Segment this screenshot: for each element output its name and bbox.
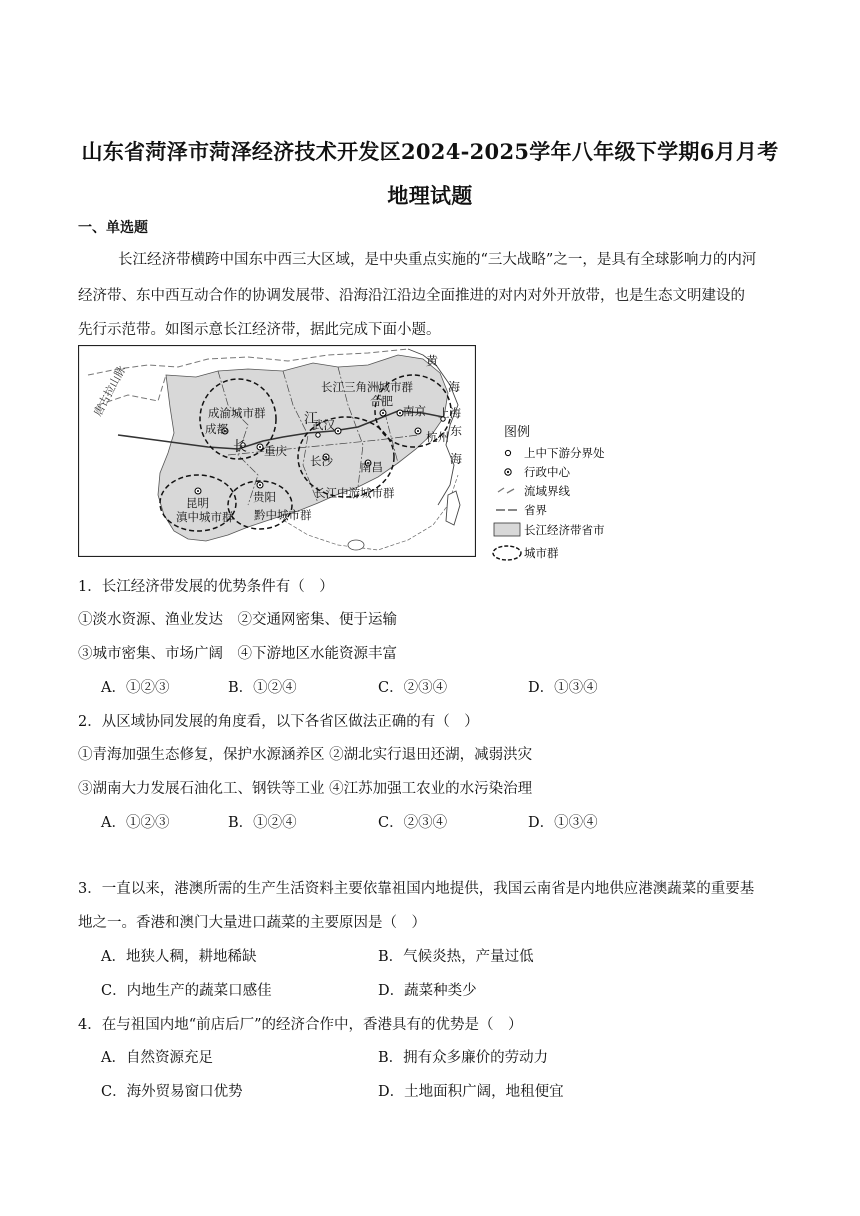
legend-item: 城市群	[524, 546, 559, 560]
map-label: 长沙	[310, 454, 333, 468]
map-label: 上海	[438, 406, 461, 420]
map-label: 成渝城市群	[208, 406, 266, 420]
question-line: ①青海加强生态修复，保护水源涵养区 ②湖北实行退田还湖，减弱洪灾	[78, 747, 533, 763]
question-stem-cont: 地之一。香港和澳门大量进口蔬菜的主要原因是（ ）	[78, 915, 426, 931]
map-label: 黔中城市群	[254, 508, 312, 522]
basin-line-icon	[498, 488, 514, 493]
option-a[interactable]: A．自然资源充足	[101, 1050, 213, 1066]
question-stem: 1．长江经济带发展的优势条件有（ ）	[78, 579, 334, 595]
question-stem: 4．在与祖国内地“前店后厂”的经济合作中，香港具有的优势是（ ）	[78, 1017, 523, 1033]
city-cluster-icon	[493, 546, 521, 560]
option-d[interactable]: D．①③④	[528, 680, 598, 696]
legend-title: 图例	[504, 425, 531, 440]
map-label: 滇中城市群	[176, 510, 234, 524]
question-stem: 2．从区域协同发展的角度看，以下各省区做法正确的有（ ）	[78, 714, 479, 730]
question-line: ③湖南大力发展石油化工、钢铁等工业 ④江苏加强工农业的水污染治理	[78, 781, 533, 797]
map-label: 黄	[426, 354, 439, 368]
option-a[interactable]: A．①②③	[101, 680, 170, 696]
option-d[interactable]: D．蔬菜种类少	[378, 983, 477, 999]
map-label: 武汉	[312, 418, 335, 432]
map-legend	[490, 420, 630, 565]
map-label: 东	[450, 424, 463, 438]
map-label: 杭州	[426, 430, 449, 444]
map-label: 江	[304, 411, 318, 427]
passage-line: 经济带、东中西互动合作的协调发展带、沿海沿江沿边全面推进的对内对外开放带，也是生态文明建设的	[78, 288, 745, 304]
yangtze-economic-belt-map	[78, 345, 476, 557]
question-line: ③城市密集、市场广阔 ④下游地区水能资源丰富	[78, 646, 397, 662]
option-b[interactable]: B．气候炎热，产量过低	[378, 949, 534, 965]
page-title: 山东省菏泽市菏泽经济技术开发区2024-2025学年八年级下学期6月月考	[81, 139, 779, 164]
map-label: 昆明	[186, 496, 209, 510]
map-label: 长	[233, 439, 247, 455]
passage-line: 长江经济带横跨中国东中西三大区域，是中央重点实施的“三大战略”之一，是具有全球影响力的内河	[118, 252, 757, 268]
map-label: 南昌	[360, 460, 383, 474]
belt-region-icon	[494, 523, 520, 536]
legend-item: 长江经济带省市	[524, 523, 605, 537]
option-a[interactable]: A．地狭人稠，耕地稀缺	[101, 949, 257, 965]
map-label: 唐古拉山脉	[91, 363, 129, 419]
option-d[interactable]: D．土地面积广阔，地租便宜	[378, 1084, 564, 1100]
admin-center-icon	[505, 469, 511, 475]
legend-item: 上中下游分界处	[524, 446, 605, 460]
option-c[interactable]: C．海外贸易窗口优势	[101, 1084, 243, 1100]
map-label: 贵阳	[253, 490, 276, 504]
map-label: 海	[448, 380, 461, 394]
option-b[interactable]: B．①②④	[228, 680, 297, 696]
passage-line: 先行示范带。如图示意长江经济带，据此完成下面小题。	[78, 322, 441, 338]
option-c[interactable]: C．②③④	[378, 815, 448, 831]
question-stem: 3．一直以来，港澳所需的生产生活资料主要依靠祖国内地提供，我国云南省是内地供应港澳蔬菜的重要基	[78, 881, 755, 897]
map-label: 海	[450, 452, 463, 466]
map-label: 重庆	[264, 444, 287, 458]
map-label: 成都	[205, 422, 228, 436]
option-c[interactable]: C．内地生产的蔬菜口感佳	[101, 983, 272, 999]
map-label: 合肥	[370, 394, 393, 408]
option-b[interactable]: B．①②④	[228, 815, 297, 831]
boundary-point-icon	[505, 450, 510, 455]
option-c[interactable]: C．②③④	[378, 680, 448, 696]
option-d[interactable]: D．①③④	[528, 815, 598, 831]
map-label: 长江三角洲城市群	[321, 380, 413, 394]
option-b[interactable]: B．拥有众多廉价的劳动力	[378, 1050, 549, 1066]
page-subtitle: 地理试题	[387, 183, 473, 208]
map-label: 南京	[403, 404, 426, 418]
section-heading: 一、单选题	[78, 220, 148, 236]
question-line: ①淡水资源、渔业发达 ②交通网密集、便于运输	[78, 612, 397, 628]
legend-item: 流域界线	[524, 484, 570, 498]
map-label: 长江中游城市群	[314, 486, 395, 500]
legend-item: 行政中心	[524, 465, 570, 479]
option-a[interactable]: A．①②③	[101, 815, 170, 831]
legend-item: 省界	[524, 503, 547, 517]
